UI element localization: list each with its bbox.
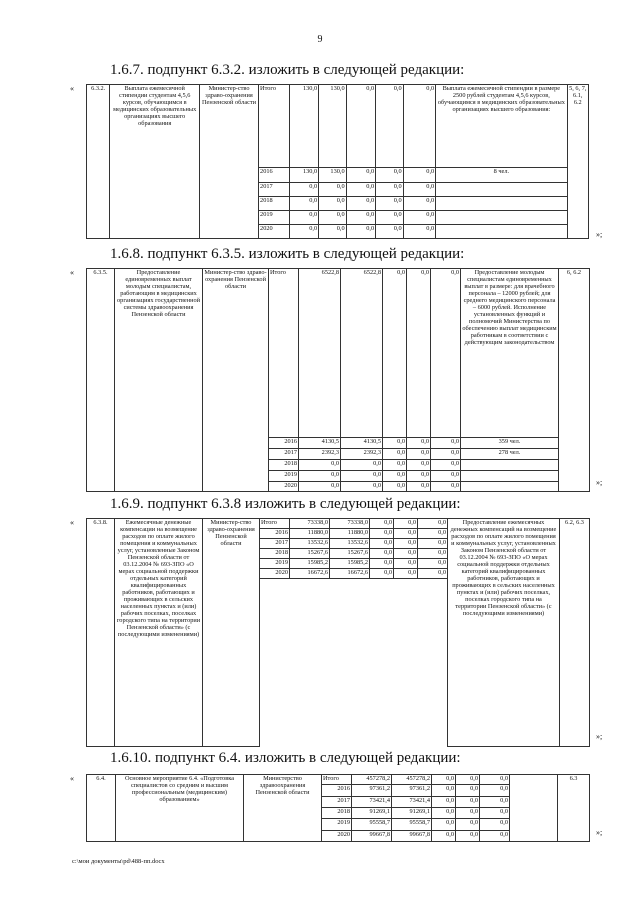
value-cell: 0,0: [383, 448, 407, 459]
table-6-3-5: [86, 268, 590, 492]
executor: Министер-ство здраво-охранения Пензенской области: [203, 519, 260, 747]
value-cell: 0,0: [289, 196, 319, 210]
value-cell: 0,0: [376, 224, 403, 238]
value-cell: 91269,1: [392, 807, 432, 818]
value-cell: 0,0: [289, 224, 319, 238]
open-quote: «: [70, 268, 74, 277]
value-cell: 97361,2: [392, 785, 432, 796]
year-cell: Итого: [259, 85, 290, 168]
value-cell: 99667,8: [352, 830, 392, 841]
value-cell: 0,0: [383, 459, 407, 470]
indicator-value: [461, 470, 559, 481]
value-cell: 0,0: [319, 224, 346, 238]
year-cell: 2019: [269, 470, 299, 481]
indicator-description: [510, 775, 558, 842]
open-quote: «: [70, 518, 74, 527]
value-cell: 0,0: [383, 481, 407, 491]
value-cell: 0,0: [394, 569, 418, 579]
value-cell: 130,0: [289, 85, 319, 168]
value-cell: 0,0: [289, 182, 319, 196]
section-heading-1-6-7: 1.6.7. подпункт 6.3.2. изложить в следующей редакции:: [110, 62, 465, 78]
value-cell: 97361,2: [352, 785, 392, 796]
value-cell: 0,0: [480, 807, 510, 818]
value-cell: 0,0: [370, 569, 394, 579]
value-cell: 130,0: [289, 167, 319, 182]
year-cell: 2020: [260, 569, 290, 579]
activity-name: Основное мероприятие 6.4. «Подготовка специалистов со средним и высшим профессиональным (медицинским) образованием»: [116, 775, 244, 842]
value-cell: 0,0: [370, 559, 394, 569]
executor: Министерство здравоохранения Пензенской области: [244, 775, 322, 842]
executor: Министер-ство здраво-охранения Пензенской области: [200, 85, 259, 239]
value-cell: 0,0: [431, 269, 461, 438]
value-cell: 0,0: [376, 196, 403, 210]
value-cell: 4130,5: [299, 437, 341, 448]
value-cell: 0,0: [432, 830, 456, 841]
activity-name: Предоставление единовременных выплат молодым специалистам, работающим в медицинских организациях государственной системы здравоохранения Пензенской области: [115, 269, 203, 492]
value-cell: 0,0: [418, 569, 448, 579]
related-goals: 6, 6.2: [559, 269, 590, 492]
close-quote: »;: [596, 230, 603, 239]
value-cell: 0,0: [407, 437, 431, 448]
value-cell: 16672,6: [290, 569, 330, 579]
value-cell: 15267,6: [290, 549, 330, 559]
year-cell: 2017: [259, 182, 290, 196]
value-cell: 0,0: [456, 775, 480, 785]
year-cell: 2018: [269, 459, 299, 470]
value-cell: 0,0: [418, 549, 448, 559]
value-cell: 0,0: [346, 210, 376, 224]
related-goals: 5, 6, 7, 6.1, 6.2: [567, 85, 588, 239]
value-cell: 0,0: [480, 830, 510, 841]
value-cell: 0,0: [403, 224, 436, 238]
activity-name: Ежемесячные денежные компенсации на возмещение расходов по оплате жилого помещения и коммунальных услуг, установленные Законом Пензенской области от 03.12.2004 № 693-ЗПО «О мерах социальной поддержки отдельных категорий квалифицированных работников, работающих и проживающих в сельских населенных пунктах и (или) рабочих поселках, поселках городского типа на территории Пензенской области» (с последующими изменениями): [115, 519, 203, 747]
value-cell: 0,0: [431, 481, 461, 491]
value-cell: 0,0: [480, 796, 510, 807]
value-cell: 95558,7: [392, 819, 432, 830]
value-cell: 0,0: [407, 470, 431, 481]
value-cell: 0,0: [370, 549, 394, 559]
related-goals: 6.2, 6.3: [560, 519, 590, 747]
value-cell: 0,0: [432, 819, 456, 830]
footer-file-path: c:\мои документы\pd\488-пп.docx: [72, 858, 165, 865]
value-cell: 0,0: [432, 807, 456, 818]
page-number: 9: [317, 34, 323, 45]
value-cell: 0,0: [319, 210, 346, 224]
value-cell: 0,0: [376, 85, 403, 168]
value-cell: 0,0: [394, 549, 418, 559]
value-cell: 130,0: [319, 167, 346, 182]
value-cell: 0,0: [431, 448, 461, 459]
value-cell: 0,0: [319, 196, 346, 210]
value-cell: 130,0: [319, 85, 346, 168]
section-heading-1-6-8: 1.6.8. подпункт 6.3.5. изложить в следующей редакции:: [110, 246, 465, 262]
indicator-description: Выплата ежемесячной стипендии в размере 2500 рублей студентам 4,5,6 курсов, обучающимся в медицинских образовательных организациях высшего образования:: [436, 85, 567, 168]
year-cell: 2019: [260, 559, 290, 569]
value-cell: 0,0: [341, 459, 383, 470]
year-cell: 2016: [260, 529, 290, 539]
year-cell: Итого: [269, 269, 299, 438]
year-cell: 2020: [269, 481, 299, 491]
value-cell: 0,0: [376, 182, 403, 196]
value-cell: 0,0: [319, 182, 346, 196]
indicator-description: Предоставление ежемесячных денежных компенсаций на возмещение расходов по оплате жилого помещения и коммунальных услуг, установленных Законом Пензенской области от 03.12.2004 № 693-ЗПО «О мерах социальной поддержки отдельных категорий квалифицированных работников, работающих и проживающих в сельских населенных пунктах и (или) рабочих поселках, поселках городского типа на территории Пензенской области» (с последующими изменениями): [448, 519, 560, 747]
value-cell: 13532,6: [330, 539, 370, 549]
value-cell: 0,0: [403, 182, 436, 196]
value-cell: 0,0: [370, 519, 394, 529]
value-cell: 0,0: [341, 470, 383, 481]
value-cell: 0,0: [431, 470, 461, 481]
value-cell: 0,0: [289, 210, 319, 224]
value-cell: 0,0: [394, 559, 418, 569]
year-cell: 2016: [322, 785, 352, 796]
value-cell: 0,0: [456, 796, 480, 807]
value-cell: 0,0: [394, 519, 418, 529]
indicator-value: [436, 224, 567, 238]
year-cell: 2018: [322, 807, 352, 818]
item-number: 6.4.: [87, 775, 116, 842]
value-cell: 15985,2: [290, 559, 330, 569]
value-cell: 0,0: [403, 196, 436, 210]
value-cell: 0,0: [394, 539, 418, 549]
value-cell: 0,0: [407, 269, 431, 438]
value-cell: 16672,6: [330, 569, 370, 579]
value-cell: 457278,2: [392, 775, 432, 785]
value-cell: 0,0: [418, 519, 448, 529]
year-cell: 2019: [322, 819, 352, 830]
value-cell: 73338,0: [330, 519, 370, 529]
value-cell: 0,0: [346, 224, 376, 238]
value-cell: 6522,8: [341, 269, 383, 438]
year-cell: Итого: [260, 519, 290, 529]
value-cell: 0,0: [418, 529, 448, 539]
indicator-value: 8 чел.: [436, 167, 567, 182]
value-cell: 11880,0: [290, 529, 330, 539]
value-cell: 457278,2: [352, 775, 392, 785]
open-quote: «: [70, 774, 74, 783]
value-cell: 0,0: [299, 459, 341, 470]
year-cell: 2017: [260, 539, 290, 549]
value-cell: 95558,7: [352, 819, 392, 830]
value-cell: 15985,2: [330, 559, 370, 569]
year-cell: Итого: [322, 775, 352, 785]
year-cell: 2020: [259, 224, 290, 238]
value-cell: 0,0: [346, 196, 376, 210]
value-cell: 0,0: [431, 459, 461, 470]
open-quote: «: [70, 84, 74, 93]
value-cell: 0,0: [432, 796, 456, 807]
indicator-value: [436, 210, 567, 224]
value-cell: 73338,0: [290, 519, 330, 529]
value-cell: 0,0: [456, 830, 480, 841]
close-quote: »;: [596, 828, 603, 837]
value-cell: 0,0: [383, 269, 407, 438]
related-goals: 6.3: [558, 775, 590, 842]
value-cell: 0,0: [432, 775, 456, 785]
value-cell: 13532,6: [290, 539, 330, 549]
value-cell: 0,0: [299, 481, 341, 491]
indicator-value: 278 чел.: [461, 448, 559, 459]
value-cell: 0,0: [432, 785, 456, 796]
indicator-description: Предоставление молодым специалистам единовременных выплат в размере: для врачебного персонала – 12000 рублей; для среднего медицинского персонала – 6000 рублей. Исполнение установленных функций и полномочий Министерства по обеспечению выплат медицинским работникам в соответствии с действующим законодательством: [461, 269, 559, 438]
value-cell: 0,0: [370, 539, 394, 549]
year-cell: 2017: [269, 448, 299, 459]
value-cell: 0,0: [456, 807, 480, 818]
value-cell: 73421,4: [352, 796, 392, 807]
section-heading-1-6-10: 1.6.10. подпункт 6.4. изложить в следующей редакции:: [110, 750, 461, 766]
value-cell: 0,0: [394, 529, 418, 539]
value-cell: 2392,3: [341, 448, 383, 459]
indicator-value: 359 чел.: [461, 437, 559, 448]
value-cell: 0,0: [456, 819, 480, 830]
table-6-3-2: [86, 84, 589, 239]
value-cell: 0,0: [431, 437, 461, 448]
value-cell: 2392,3: [299, 448, 341, 459]
executor: Министер-ство здраво-охранения Пензенской области: [203, 269, 269, 492]
value-cell: 0,0: [299, 470, 341, 481]
year-cell: 2018: [259, 196, 290, 210]
value-cell: 15267,6: [330, 549, 370, 559]
indicator-value: [436, 182, 567, 196]
section-heading-1-6-9: 1.6.9. подпункт 6.3.8 изложить в следующей редакции:: [110, 496, 461, 512]
year-cell: 2017: [322, 796, 352, 807]
value-cell: 0,0: [403, 210, 436, 224]
value-cell: 0,0: [376, 210, 403, 224]
indicator-value: [461, 459, 559, 470]
year-cell: 2020: [322, 830, 352, 841]
activity-name: Выплата ежемесячной стипендии студентам 4,5,6 курсов, обучающимся в медицинских образовательных организациях высшего образования: [110, 85, 200, 239]
table-6-3-8: [86, 518, 590, 747]
value-cell: 0,0: [341, 481, 383, 491]
value-cell: 0,0: [346, 167, 376, 182]
value-cell: 0,0: [407, 448, 431, 459]
value-cell: 91269,1: [352, 807, 392, 818]
indicator-value: [436, 196, 567, 210]
value-cell: 0,0: [383, 470, 407, 481]
year-cell: 2016: [269, 437, 299, 448]
value-cell: 0,0: [480, 819, 510, 830]
value-cell: 0,0: [376, 167, 403, 182]
table-6-4: [86, 774, 590, 842]
value-cell: 99667,8: [392, 830, 432, 841]
close-quote: »;: [596, 478, 603, 487]
value-cell: 0,0: [407, 481, 431, 491]
value-cell: 0,0: [346, 85, 376, 168]
indicator-value: [461, 481, 559, 491]
value-cell: 0,0: [418, 539, 448, 549]
value-cell: 4130,5: [341, 437, 383, 448]
value-cell: 0,0: [418, 559, 448, 569]
year-cell: 2018: [260, 549, 290, 559]
item-number: 6.3.2.: [87, 85, 110, 239]
item-number: 6.3.8.: [87, 519, 115, 747]
value-cell: 73421,4: [392, 796, 432, 807]
value-cell: 6522,8: [299, 269, 341, 438]
value-cell: 0,0: [383, 437, 407, 448]
year-cell: 2016: [259, 167, 290, 182]
value-cell: 0,0: [480, 785, 510, 796]
value-cell: 0,0: [370, 529, 394, 539]
close-quote: »;: [596, 732, 603, 741]
value-cell: 0,0: [403, 167, 436, 182]
year-cell: 2019: [259, 210, 290, 224]
value-cell: 0,0: [456, 785, 480, 796]
value-cell: 0,0: [346, 182, 376, 196]
value-cell: 11880,0: [330, 529, 370, 539]
value-cell: 0,0: [403, 85, 436, 168]
value-cell: 0,0: [407, 459, 431, 470]
item-number: 6.3.5.: [87, 269, 115, 492]
value-cell: 0,0: [480, 775, 510, 785]
